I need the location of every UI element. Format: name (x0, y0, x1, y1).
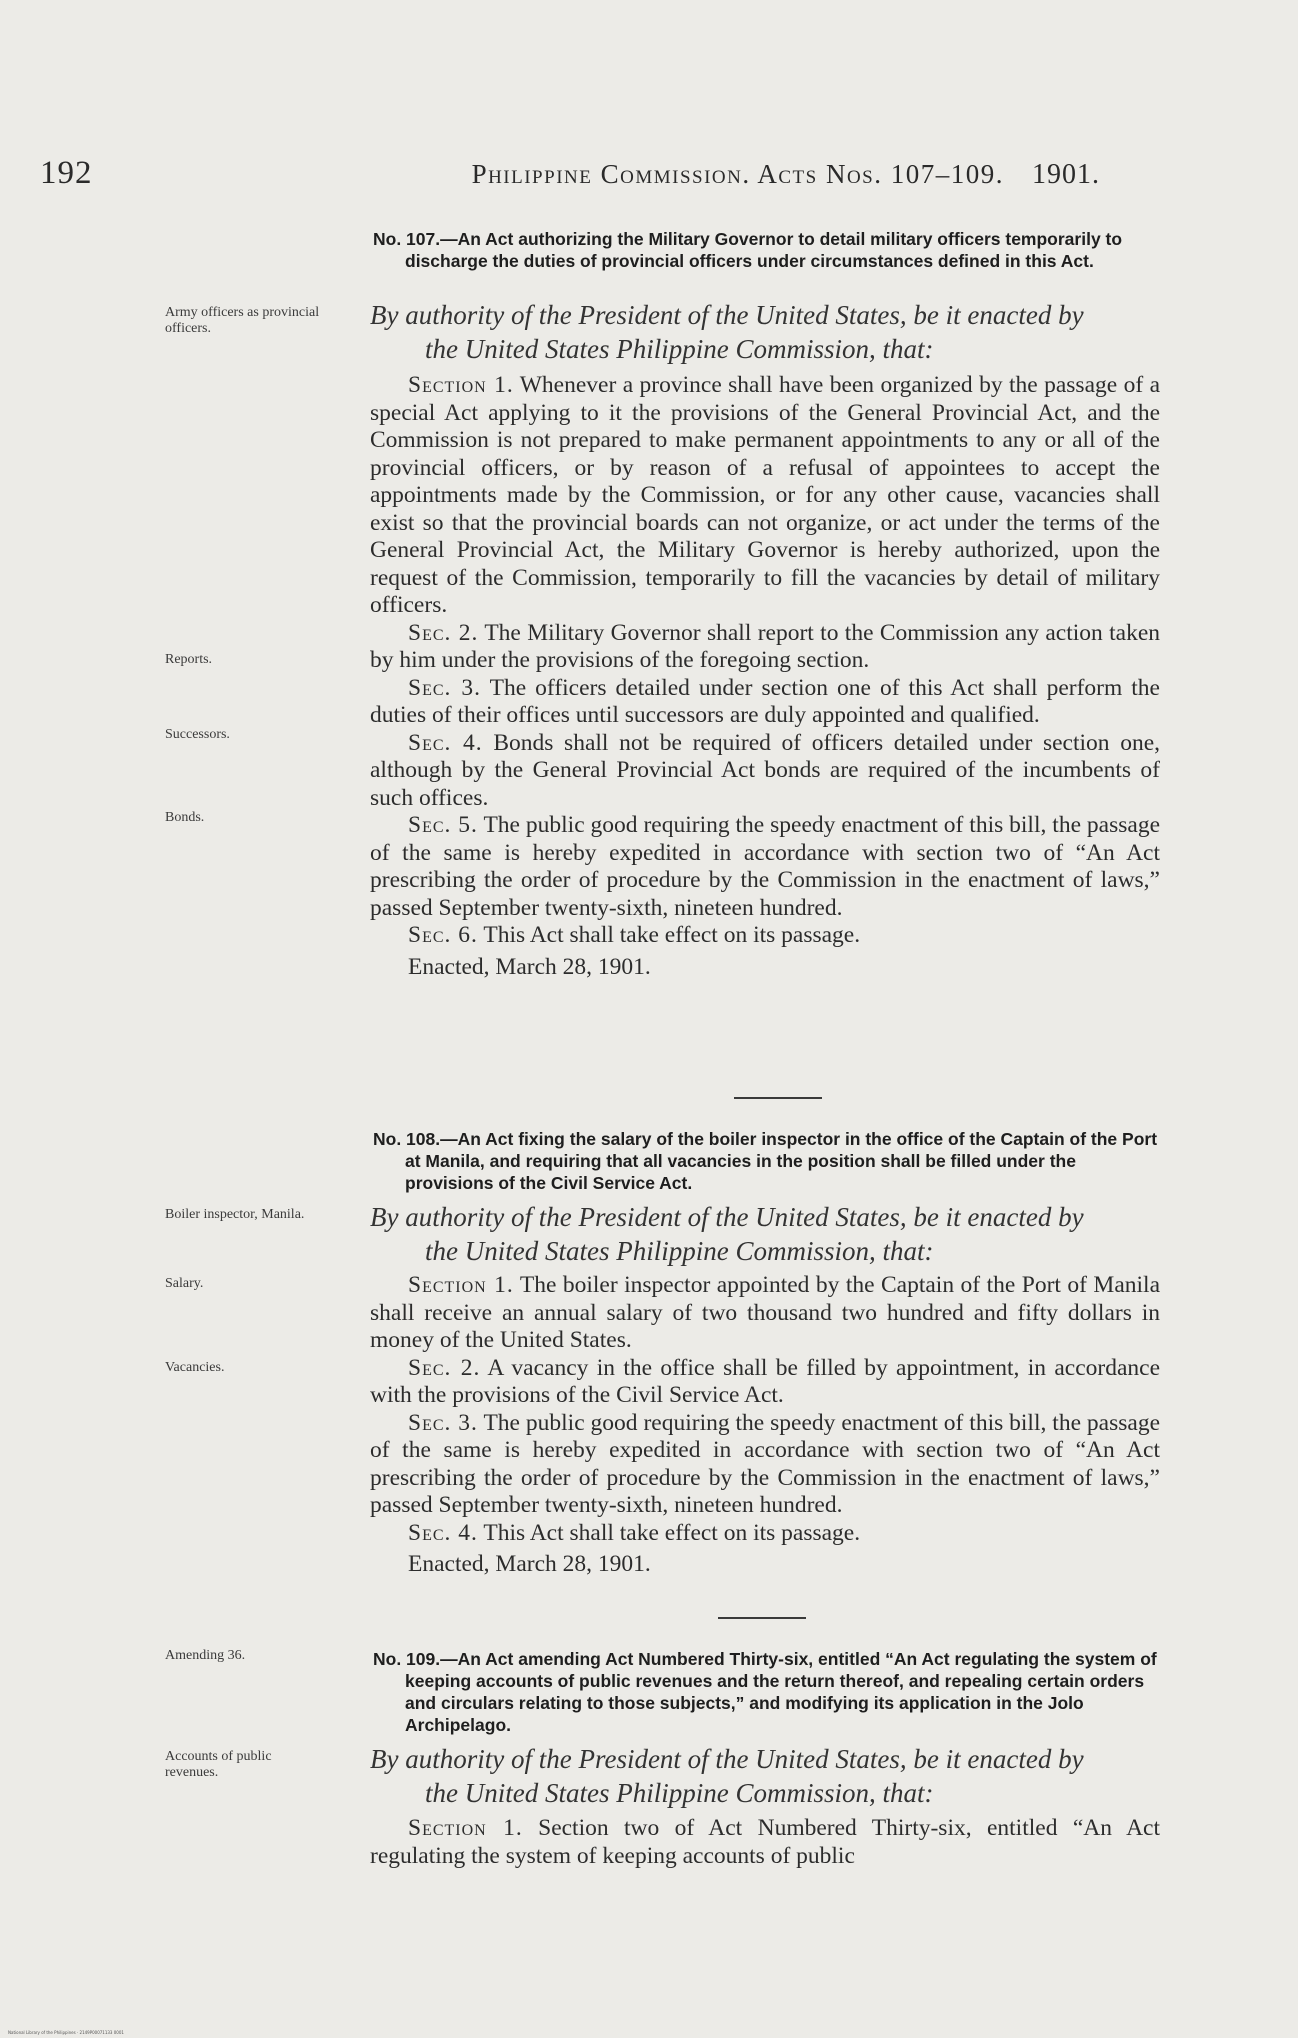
act-108-enacted-date: Enacted, March 28, 1901. (408, 1551, 651, 1577)
section-label: Sec. 4. (408, 729, 483, 756)
section-label: Sec. 3. (408, 1409, 478, 1436)
act-109-body (370, 1815, 1160, 1870)
section-label: Sec. 2. (408, 619, 479, 646)
section-text: The officers detailed under section one of this Act shall perform the duties of their offices until successors are duly appointed and qualified. (370, 674, 1160, 728)
section-text: This Act shall take effect on its passage. (483, 922, 861, 948)
act-109-enacting-clause (370, 1742, 1165, 1810)
sidenote-bonds: Bonds. (165, 810, 205, 825)
section-label: Sec. 5. (408, 812, 478, 838)
enacting-line-2: the United States Philippine Commission, that: (425, 1236, 934, 1266)
section-text: Section two of Act Numbered Thirty-six, entitled “An Act regulating the system of keeping accounts of public (370, 1815, 1160, 1869)
sidenote-army-officers: Army officers as provincial officers. (165, 305, 320, 336)
section-divider (734, 1097, 822, 1099)
sidenote-boiler-inspector: Boiler inspector, Manila. (165, 1207, 305, 1222)
sidenote-salary: Salary. (165, 1276, 204, 1291)
sidenote-successors: Successors. (165, 727, 230, 742)
enacting-line-2: the United States Philippine Commission, that: (425, 1778, 934, 1808)
section-text: This Act shall take effect on its passage. (483, 1519, 861, 1546)
act-108-title: No. 108.—An Act fixing the salary of the boiler inspector in the office of the Captain of the Port at Manila, and requiring that all vacancies in the position shall be filled under the provisions of the Civil Service Act. (373, 1129, 1158, 1193)
section-text: The boiler inspector appointed by the Captain of the Port of Manila shall receive an annual salary of two thousand two hundred and fifty dollars in money of the United States. (370, 1272, 1160, 1353)
act-107-section-3 (370, 675, 1160, 730)
act-107-enacted-date: Enacted, March 28, 1901. (408, 953, 651, 980)
enacting-line-1: By authority of the President of the United States, be it enacted by (370, 1744, 1084, 1774)
section-label: Section 1. (408, 1815, 523, 1841)
act-108-section-1 (370, 1272, 1160, 1355)
act-107-title: No. 107.—An Act authorizing the Military Governor to detail military officers temporarily to discharge the duties of provincial officers under circumstances defined in this Act. (373, 229, 1123, 271)
section-label: Sec. 3. (408, 674, 482, 701)
act-108-enacting-clause (370, 1200, 1165, 1268)
act-107-body (370, 372, 1160, 981)
section-divider (718, 1617, 806, 1619)
section-text: Bonds shall not be required of officers detailed under section one, although by the General Provincial Act bonds are required of the incumbents of such offices. (370, 729, 1160, 811)
section-text: A vacancy in the office shall be filled by appointment, in accordance with the provisions of the Civil Service Act. (370, 1354, 1161, 1408)
enacting-line-2: the United States Philippine Commission, that: (425, 334, 934, 364)
sidenote-reports: Reports. (165, 652, 213, 667)
section-label: Sec. 4. (408, 1519, 478, 1546)
act-108-section-3 (370, 1410, 1160, 1520)
header-year: 1901. (1032, 159, 1100, 190)
section-text: The public good requiring the speedy enactment of this bill, the passage of the same is hereby expedited in accordance with section two of “An Act prescribing the order of procedure by the Commission in the enactment of laws,” passed September twenty-sixth, nineteen hundred. (370, 1409, 1160, 1518)
act-107-section-5 (370, 812, 1160, 922)
running-head: Philippine Commission. Acts Nos. 107–109. (471, 159, 1004, 189)
page-header (40, 155, 1100, 192)
act-107-section-4 (370, 730, 1160, 813)
sidenote-amending: Amending 36. (165, 1648, 246, 1663)
act-108-section-2 (370, 1355, 1160, 1410)
section-label: Section 1. (408, 372, 514, 398)
section-text: Whenever a province shall have been organized by the passage of a special Act applying to it the provisions of the General Provincial Act, and the Commission is not prepared to make permanent appointments to any or all of the provincial officers, or by reason of a refusal of appointees to accept the appointments made by the Commission, or for any other cause, vacancies shall exist so that the provincial boards can not organize, or act under the terms of the General Provincial Act, the Military Governor is hereby authorized, upon the request of the Commission, temporarily to fill the vacancies by detail of military officers. (370, 372, 1160, 618)
act-108-section-4 (370, 1520, 1160, 1548)
section-label: Section 1. (408, 1272, 514, 1298)
enacting-line-1: By authority of the President of the United States, be it enacted by (370, 300, 1084, 330)
section-text: The Military Governor shall report to the Commission any action taken by him under the provisions of the foregoing section. (370, 619, 1161, 673)
enacting-line-1: By authority of the President of the United States, be it enacted by (370, 1202, 1084, 1232)
act-107-section-2 (370, 620, 1160, 675)
act-107-section-6 (370, 922, 1160, 950)
section-label: Sec. 2. (408, 1354, 481, 1381)
act-107-section-1 (370, 372, 1160, 620)
section-label: Sec. 6. (408, 922, 478, 948)
scan-credit: National Library of the Philippines · 2149P00071133 0001 (8, 2030, 124, 2035)
sidenote-accounts: Accounts of public revenues. (165, 1749, 272, 1780)
sidenote-vacancies: Vacancies. (165, 1360, 225, 1375)
act-107-enacting-clause (370, 298, 1165, 366)
act-109-section-1 (370, 1815, 1160, 1870)
page-number: 192 (40, 155, 93, 191)
section-text: The public good requiring the speedy enactment of this bill, the passage of the same is hereby expedited in accordance with section two of “An Act prescribing the order of procedure by the Commission in the enactment of laws,” passed September twenty-sixth, nineteen hundred. (370, 812, 1160, 921)
act-109-title: No. 109.—An Act amending Act Numbered Thirty-six, entitled “An Act regulating the system of keeping accounts of public revenues and the return thereof, and repealing certain orders and circulars relating to those subjects,” and modifying its application in the Jolo Archipelago. (373, 1649, 1157, 1735)
act-108-body (370, 1272, 1160, 1579)
